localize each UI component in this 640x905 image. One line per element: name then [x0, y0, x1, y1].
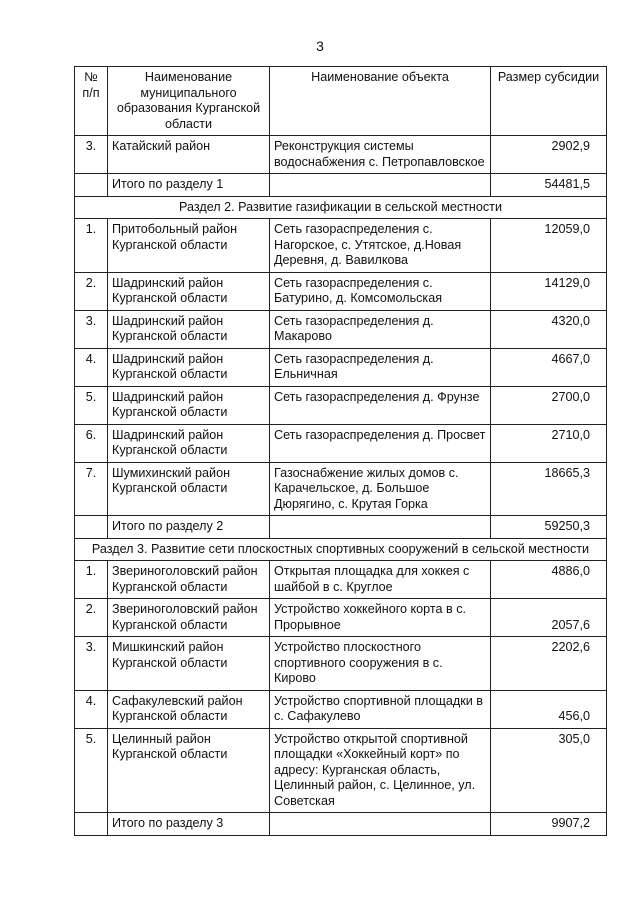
subsidy-cell: 305,0 [491, 728, 607, 813]
object-cell: Сеть газораспределения с. Нагорское, с. Утятское, д.Новая Деревня, д. Вавилкова [270, 219, 491, 273]
section-title: Раздел 3. Развитие сети плоскостных спортивных сооружений в сельской местности [75, 538, 607, 561]
municipality-cell: Звериноголовский район Курганской области [108, 599, 270, 637]
total-sum: 54481,5 [491, 174, 607, 197]
total-empty-cell [270, 813, 491, 836]
municipality-cell: Притобольный район Курганской области [108, 219, 270, 273]
page-number: 3 [316, 38, 324, 54]
subsidy-cell: 14129,0 [491, 272, 607, 310]
municipality-cell: Шадринский район Курганской области [108, 386, 270, 424]
total-empty-cell [270, 516, 491, 539]
total-sum: 9907,2 [491, 813, 607, 836]
object-cell: Сеть газораспределения д. Макарово [270, 310, 491, 348]
object-cell: Устройство спортивной площадки в с. Сафакулево [270, 690, 491, 728]
row-number: 2. [75, 272, 108, 310]
row-number: 4. [75, 348, 108, 386]
table-header-row [75, 67, 607, 136]
subsidy-cell: 2202,6 [491, 637, 607, 691]
object-cell: Устройство плоскостного спортивного сооружения в с. Кирово [270, 637, 491, 691]
total-row [75, 813, 607, 836]
total-empty-cell [75, 174, 108, 197]
total-label: Итого по разделу 3 [108, 813, 270, 836]
table-row [75, 637, 607, 691]
table-row [75, 599, 607, 637]
municipality-cell: Сафакулевский район Курганской области [108, 690, 270, 728]
municipality-cell: Катайский район [108, 136, 270, 174]
section-title: Раздел 2. Развитие газификации в сельской местности [75, 196, 607, 219]
municipality-cell: Целинный район Курганской области [108, 728, 270, 813]
total-row [75, 174, 607, 197]
subsidy-cell: 2700,0 [491, 386, 607, 424]
subsidy-cell: 4667,0 [491, 348, 607, 386]
table-row [75, 728, 607, 813]
total-label: Итого по разделу 1 [108, 174, 270, 197]
table-row [75, 136, 607, 174]
object-cell: Сеть газораспределения с. Батурино, д. Комсомольская [270, 272, 491, 310]
subsidy-cell: 2902,9 [491, 136, 607, 174]
row-number: 1. [75, 219, 108, 273]
subsidy-cell: 2057,6 [491, 599, 607, 637]
row-number: 3. [75, 310, 108, 348]
object-cell: Устройство открытой спортивной площадки «Хоккейный корт» по адресу: Курганская область, Целинный район, с. Целинное, ул. Советская [270, 728, 491, 813]
table-row [75, 462, 607, 516]
municipality-cell: Шадринский район Курганской области [108, 424, 270, 462]
row-number: 4. [75, 690, 108, 728]
subsidy-cell: 4320,0 [491, 310, 607, 348]
total-row [75, 516, 607, 539]
municipality-cell: Шумихинский район Курганской области [108, 462, 270, 516]
municipality-cell: Мишкинский район Курганской области [108, 637, 270, 691]
subsidy-table [74, 66, 607, 836]
subsidy-cell: 456,0 [491, 690, 607, 728]
row-number: 3. [75, 136, 108, 174]
subsidy-cell: 18665,3 [491, 462, 607, 516]
subsidy-cell: 2710,0 [491, 424, 607, 462]
header-object: Наименование объекта [270, 67, 491, 136]
object-cell: Сеть газораспределения д. Фрунзе [270, 386, 491, 424]
section-title-row [75, 538, 607, 561]
table-row [75, 310, 607, 348]
row-number: 7. [75, 462, 108, 516]
table-row [75, 561, 607, 599]
object-cell: Устройство хоккейного корта в с. Прорывное [270, 599, 491, 637]
row-number: 6. [75, 424, 108, 462]
total-label: Итого по разделу 2 [108, 516, 270, 539]
header-number: № п/п [75, 67, 108, 136]
table-row [75, 386, 607, 424]
total-empty-cell [270, 174, 491, 197]
row-number: 1. [75, 561, 108, 599]
header-subsidy: Размер субсидии [491, 67, 607, 136]
subsidy-cell: 12059,0 [491, 219, 607, 273]
row-number: 2. [75, 599, 108, 637]
row-number: 3. [75, 637, 108, 691]
municipality-cell: Шадринский район Курганской области [108, 348, 270, 386]
object-cell: Открытая площадка для хоккея с шайбой в с. Круглое [270, 561, 491, 599]
header-municipality: Наименование муниципального образования Курганской области [108, 67, 270, 136]
subsidy-cell: 4886,0 [491, 561, 607, 599]
municipality-cell: Шадринский район Курганской области [108, 310, 270, 348]
object-cell: Реконструкция системы водоснабжения с. Петропавловское [270, 136, 491, 174]
table-row [75, 690, 607, 728]
municipality-cell: Шадринский район Курганской области [108, 272, 270, 310]
table-row [75, 272, 607, 310]
section-title-row [75, 196, 607, 219]
total-sum: 59250,3 [491, 516, 607, 539]
total-empty-cell [75, 813, 108, 836]
table-row [75, 348, 607, 386]
table-row [75, 424, 607, 462]
object-cell: Сеть газораспределения д. Просвет [270, 424, 491, 462]
row-number: 5. [75, 728, 108, 813]
municipality-cell: Звериноголовский район Курганской области [108, 561, 270, 599]
object-cell: Газоснабжение жилых домов с. Карачельское, д. Большое Дюрягино, с. Крутая Горка [270, 462, 491, 516]
object-cell: Сеть газораспределения д. Ельничная [270, 348, 491, 386]
table-row [75, 219, 607, 273]
total-empty-cell [75, 516, 108, 539]
row-number: 5. [75, 386, 108, 424]
